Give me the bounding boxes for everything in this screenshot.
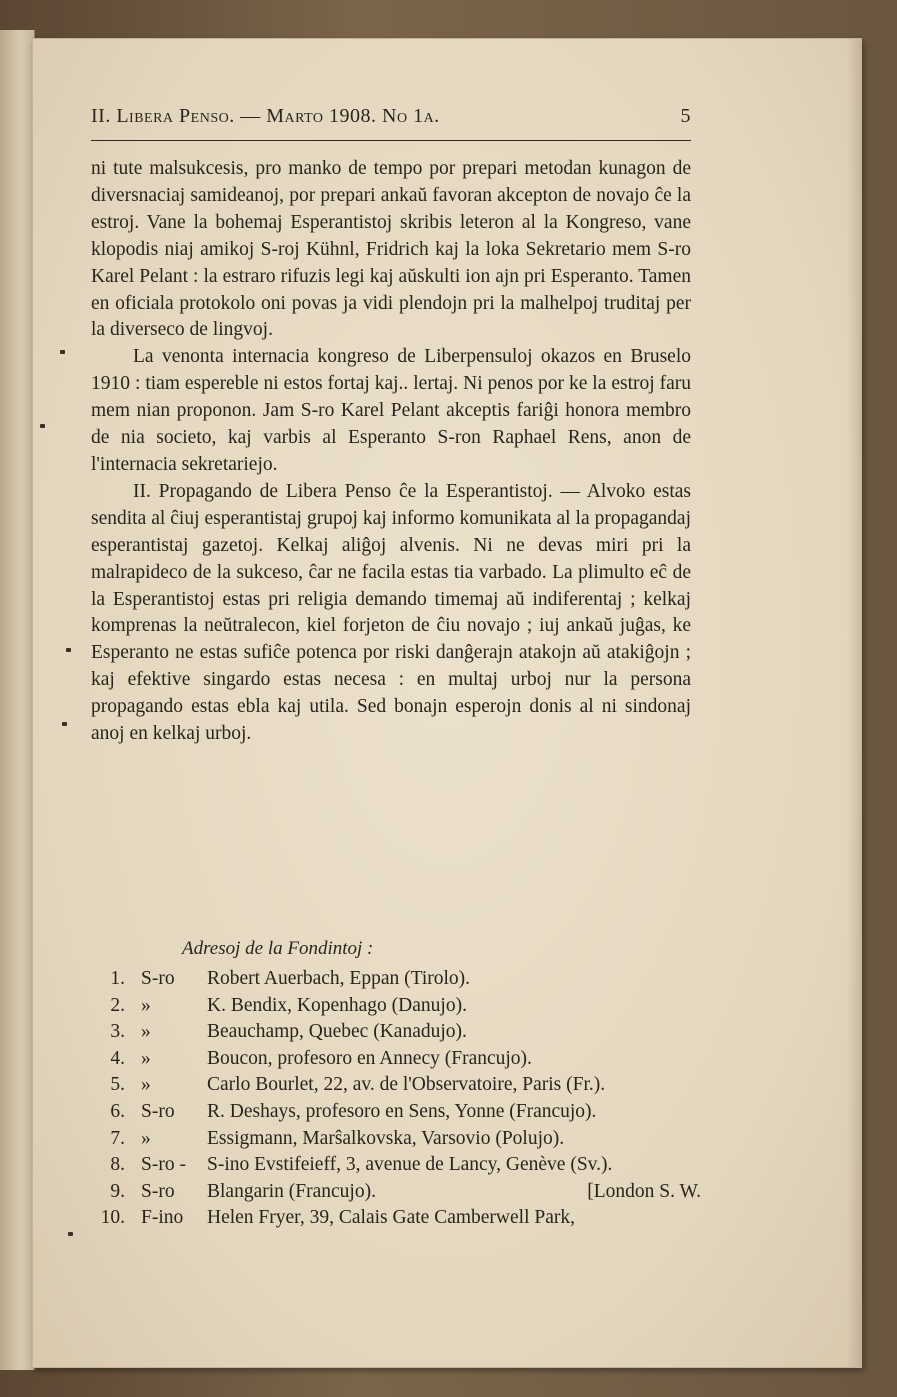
item-entry: S-ino Evstifeieff, 3, avenue de Lancy, Genève (Sv.). xyxy=(207,1154,613,1176)
item-number: 4. xyxy=(110,1047,125,1069)
list-item xyxy=(91,1101,711,1128)
item-number: 8. xyxy=(110,1154,125,1176)
item-prefix: S-ro xyxy=(141,968,175,989)
list-item xyxy=(91,1048,711,1075)
addresses-heading: Adresoj de la Fondintoj : xyxy=(182,938,374,959)
item-entry: Beauchamp, Quebec (Kanadujo). xyxy=(207,1021,467,1043)
item-prefix: S-ro xyxy=(141,1180,175,1202)
item-prefix: » xyxy=(141,1047,151,1069)
page-number: 5 xyxy=(680,105,691,127)
list-item xyxy=(91,1128,711,1155)
founders-address-list xyxy=(91,968,711,1234)
item-number: 1. xyxy=(110,968,125,989)
margin-speck xyxy=(68,1232,73,1236)
item-number: 3. xyxy=(110,1021,125,1043)
item-entry: Helen Fryer, 39, Calais Gate Camberwell Park, xyxy=(207,1207,575,1229)
header-rule xyxy=(91,140,691,141)
margin-speck xyxy=(60,350,65,354)
paragraph: La venonta internacia kongreso de Liberpensuloj okazos en Bruselo 1910 : tiam espereble ni estos fortaj kaj.. lertaj. Ni penos por ke la estroj faru mem nian proponon. Jam S-ro Karel Pelant akceptis fariĝi honora membro de nia societo, kaj varbis al Esperanto S-ron Raphael Rens, anon de l'internacia sekretariejo. xyxy=(91,346,691,475)
list-item xyxy=(91,1154,711,1181)
running-header xyxy=(91,105,691,135)
list-item xyxy=(91,968,711,995)
item-number: 5. xyxy=(110,1074,125,1096)
item-entry: Robert Auerbach, Eppan (Tirolo). xyxy=(207,968,471,989)
item-entry: R. Deshays, profesoro en Sens, Yonne (Francujo). xyxy=(207,1100,597,1122)
item-number: 10. xyxy=(100,1207,125,1229)
paragraph: II. Propagando de Libera Penso ĉe la Esperantistoj. — Alvoko estas sendita al ĉiuj esperantistaj grupoj kaj informo komunikata al la propagandaj esperantistaj gazetoj. Kelkaj aliĝoj alvenis. Ni ne devas miri pri la malrapideco de la sukceso, ĉar ne facila estas tia varbado. La plimulto eĉ de la Esperantistoj estas pri religia demando timemaj aŭ indiferentaj ; kelkaj komprenas la neŭtralecon, kiel forjeton de ĉiu novajo ; iuj ankaŭ juĝas, ke Esperanto ne estas sufiĉe potenca por riski danĝerajn atakojn aŭ atakiĝojn ; kaj efektive singardo estas necesa : en multaj urboj nur la persona propagando estas ebla kaj utila. Sed bonajn esperojn donis al ni sindonaj anoj en kelkaj urboj. xyxy=(91,480,691,745)
item-prefix: » xyxy=(141,994,151,1016)
item-prefix: F-ino xyxy=(141,1207,184,1229)
item-number: 7. xyxy=(110,1127,125,1149)
list-item xyxy=(91,1181,711,1208)
list-item xyxy=(91,1021,711,1048)
margin-speck xyxy=(62,722,67,726)
item-continuation: [London S. W. xyxy=(587,1180,701,1202)
list-item xyxy=(91,1074,711,1101)
paragraph: ni tute malsukcesis, pro manko de tempo por prepari metodan kunagon de diversnaciaj samideanoj, por prepari ankaŭ favoran akcepton de novajo ĉe la estroj. Vane la bohemaj Esperantistoj skribis leteron al la Kongreso, vane klopodis niaj amikoj S-roj Kühnl, Fridrich kaj la loka Sekretario mem S-ro Karel Pelant : la estraro rifuzis legi kaj aŭskulti ion ajn pri Esperanto. Tamen en oficiala protokolo oni povas ja vidi plendojn pri la malhelpoj truditaj per la diverseco de lingvoj. xyxy=(91,158,691,341)
item-entry: Boucon, profesoro en Annecy (Francujo). xyxy=(207,1047,532,1069)
item-entry: Essigmann, Marŝalkovska, Varsovio (Polujo). xyxy=(207,1127,565,1149)
margin-speck xyxy=(66,648,71,652)
item-entry: Carlo Bourlet, 22, av. de l'Observatoire, Paris (Fr.). xyxy=(207,1074,606,1096)
margin-speck xyxy=(40,424,45,428)
item-prefix: » xyxy=(141,1127,151,1149)
item-number: 2. xyxy=(110,994,125,1016)
list-item xyxy=(91,1207,711,1234)
item-number: 9. xyxy=(110,1180,125,1202)
list-item xyxy=(91,995,711,1022)
item-prefix: » xyxy=(141,1021,151,1043)
item-prefix: S-ro - xyxy=(141,1154,186,1176)
item-entry: Blangarin (Francujo). xyxy=(207,1180,376,1202)
running-title: II. Libera Penso. — Marto 1908. No 1a. xyxy=(91,105,440,127)
article-body xyxy=(91,156,691,748)
previous-page-edge xyxy=(0,30,35,1370)
page-fold-shadow xyxy=(847,39,861,1367)
item-entry: K. Bendix, Kopenhago (Danujo). xyxy=(207,994,467,1016)
item-prefix: » xyxy=(141,1074,151,1096)
item-prefix: S-ro xyxy=(141,1100,175,1122)
item-number: 6. xyxy=(110,1100,125,1122)
